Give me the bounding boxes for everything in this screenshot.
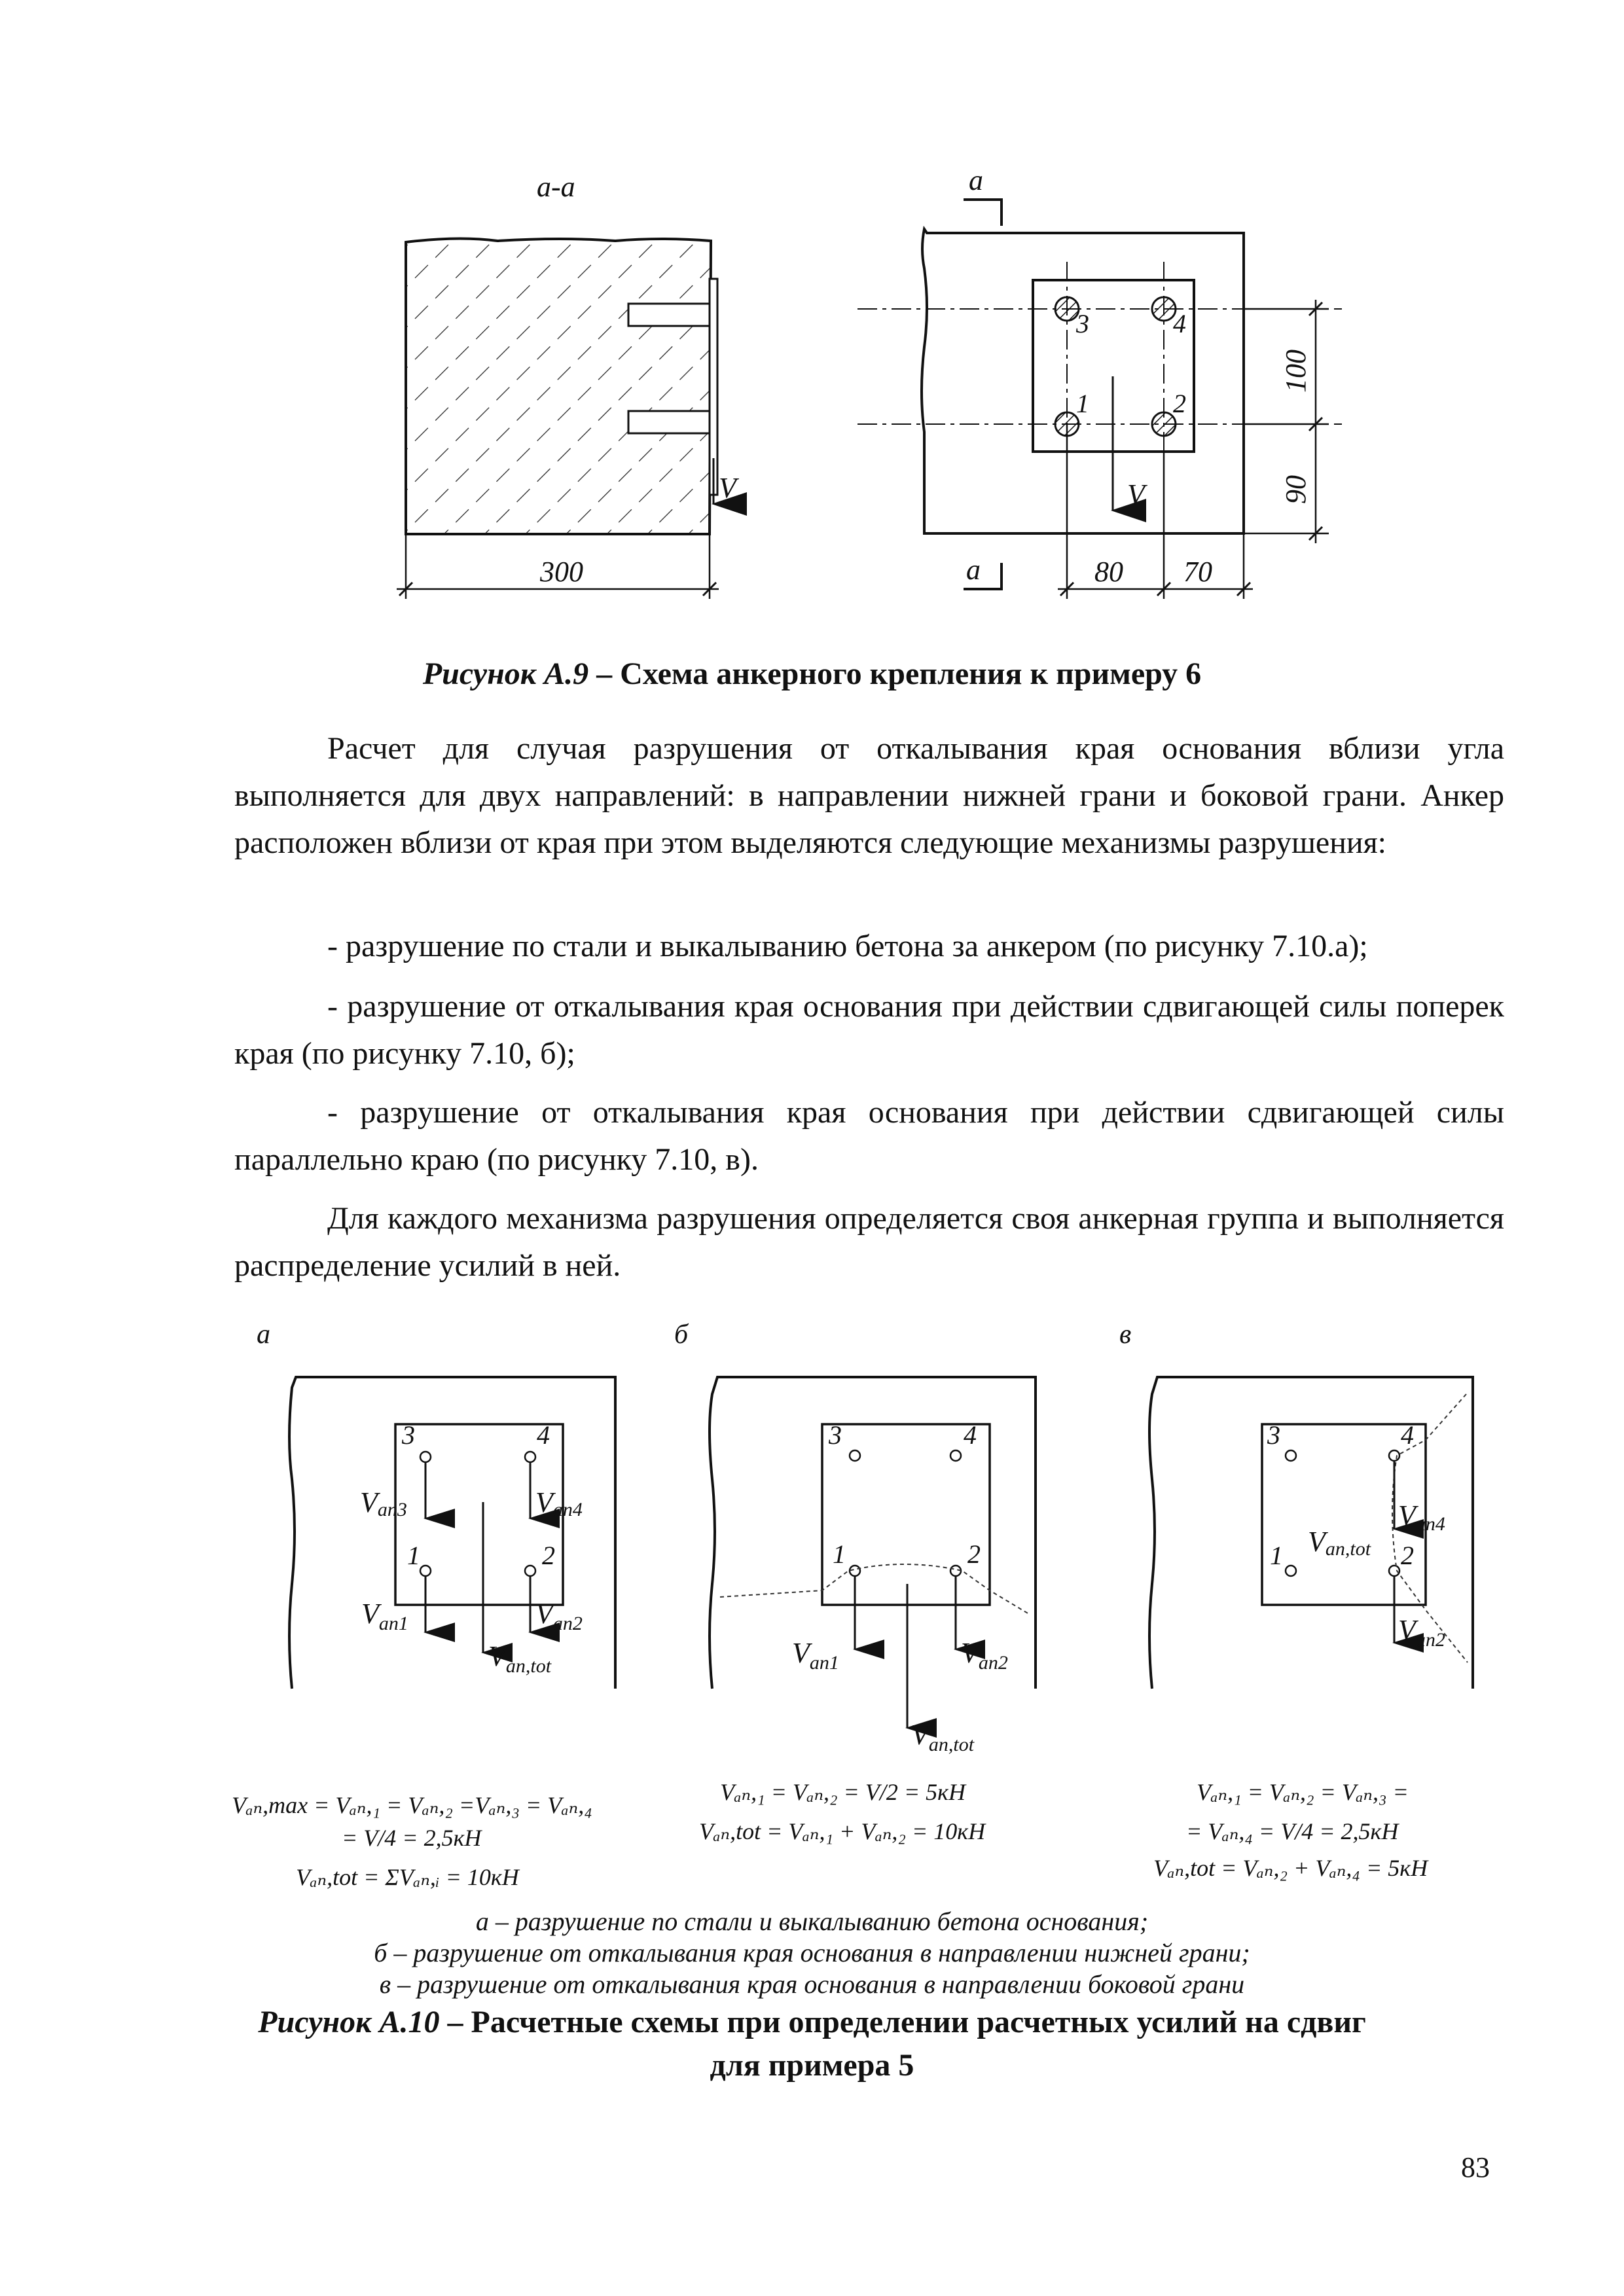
figure-a9-caption-number: Рисунок А.9	[422, 656, 589, 691]
panel-a-label-an4: Van4	[535, 1486, 583, 1520]
panel-v-num-2: 2	[1401, 1541, 1414, 1570]
panel-a-num-3: 3	[402, 1420, 415, 1450]
paragraph-5: Для каждого механизма разрушения определяется своя анкерная группа и выполняется распределение усилий в ней.	[234, 1201, 1504, 1283]
anchor-2	[1152, 412, 1176, 436]
anchor-number-1: 1	[1076, 389, 1089, 418]
panel-a-anchors	[420, 1452, 535, 1576]
section-concrete	[406, 238, 711, 534]
figure-a9-caption	[0, 656, 1624, 692]
panel-b-letter: б	[674, 1319, 689, 1350]
panel-b-num-1: 1	[833, 1539, 846, 1569]
panel-b-anchor-3	[850, 1450, 860, 1461]
paragraph-4: - разрушение от откалывания края основания при действии сдвигающей силы параллельно краю (по рисунку 7.10, в).	[234, 1095, 1504, 1177]
panel-b-label-tot: $V_{an,tot}$	[911, 1719, 975, 1755]
panel-v-formulas	[1153, 1779, 1429, 1881]
panel-v-anchor-2	[1389, 1566, 1399, 1576]
panel-b-num-4: 4	[964, 1420, 977, 1450]
panel-a-formula-3: Vₐₙ,tot = ΣVₐₙ,ᵢ = 10кН	[296, 1864, 519, 1890]
dimension-80-label: 80	[1094, 556, 1123, 588]
figure-a10-caption-line2: для примера 5	[710, 2048, 914, 2083]
plan-anchors	[1055, 297, 1176, 436]
plan-force-label: V	[1127, 478, 1145, 511]
dimension-70-label: 70	[1183, 556, 1212, 588]
panel-v-num-3: 3	[1267, 1420, 1280, 1450]
anchor-number-2: 2	[1173, 389, 1186, 418]
anchor-number-3: 3	[1076, 309, 1089, 338]
panel-b-formulas	[699, 1779, 986, 1844]
section-label: а-а	[537, 171, 575, 203]
figure-a10-caption	[0, 2004, 1624, 2040]
panel-v-anchor-4	[1389, 1450, 1399, 1461]
figure-a9-drawing	[0, 0, 1624, 628]
panel-b-anchors	[850, 1450, 961, 1576]
panel-a-num-2: 2	[542, 1541, 555, 1570]
paragraph-3: - разрушение от откалывания края основания при действии сдвигающей силы поперек края (по рисунку 7.10, б);	[234, 989, 1504, 1071]
section-force-label: V	[719, 472, 736, 504]
panel-b-formula-2: Vₐₙ,tot = Vₐₙ,₁ + Vₐₙ,₂ = 10кН	[699, 1818, 986, 1844]
panel-v-anchor-1	[1286, 1566, 1296, 1576]
legend-line-v: в – разрушение от откалывания края основания в направлении боковой грани	[379, 1969, 1245, 1999]
cut-mark-top	[964, 200, 1001, 226]
plan-concrete-outline	[922, 229, 1244, 533]
panel-a-num-4: 4	[537, 1420, 550, 1450]
panel-b-breakout-cone	[720, 1564, 1029, 1614]
legend-line-b: б – разрушение от откалывания края основания в направлении нижней грани;	[374, 1938, 1250, 1967]
paragraph-2: - разрушение по стали и выкалыванию бетона за анкером (по рисунку 7.10.а);	[327, 929, 1368, 963]
panel-v-anchor-3	[1286, 1450, 1296, 1461]
panel-b-label-an1: $V_{an1}$	[792, 1637, 839, 1674]
panel-b-formula-1: Vₐₙ,₁ = Vₐₙ,₂ = V/2 = 5кН	[720, 1779, 965, 1805]
panel-a-num-1: 1	[407, 1541, 420, 1570]
panel-v-letter: в	[1119, 1319, 1132, 1350]
panel-a-anchor-2	[525, 1566, 535, 1576]
panel-b-plate	[822, 1424, 990, 1605]
panel-a-label-tot: $V_{an,tot}$	[488, 1640, 552, 1677]
figure-a9-caption-text: – Схема анкерного крепления к примеру 6	[588, 656, 1202, 691]
dimension-100-label: 100	[1280, 350, 1312, 393]
panel-a-formulas	[232, 1792, 592, 1890]
cut-label-top: а	[969, 164, 983, 196]
legend-line-a: а – разрушение по стали и выкалыванию бетона основания;	[475, 1907, 1149, 1936]
anchor-4	[1152, 297, 1176, 321]
anchor-number-4: 4	[1173, 309, 1186, 338]
panel-a-label-an1: $V_{an1}$	[361, 1598, 408, 1634]
cut-label-bottom: а	[966, 554, 981, 586]
figure-a10-drawing	[0, 1309, 1624, 1898]
panel-a-label-an2: $V_{an2}$	[535, 1598, 583, 1634]
plan-centerlines	[857, 262, 1342, 589]
panel-v-formula-1: Vₐₙ,₁ = Vₐₙ,₂ = Vₐₙ,₃ =	[1197, 1779, 1409, 1805]
panel-v-formula-2: = Vₐₙ,₄ = V/4 = 2,5кН	[1186, 1818, 1399, 1844]
panel-v-num-1: 1	[1270, 1541, 1283, 1570]
panel-v-num-4: 4	[1401, 1420, 1414, 1450]
panel-b-label-an2: $V_{an2}$	[961, 1637, 1008, 1674]
panel-v-label-tot: Van,tot	[1308, 1526, 1371, 1560]
dimension-300-label: 300	[540, 556, 583, 588]
panel-a-formula-1: Vₐₙ,max = Vₐₙ,₁ = Vₐₙ,₂ =Vₐₙ,₃ = Vₐₙ,₄	[232, 1792, 592, 1818]
page-number: 83	[1461, 2151, 1490, 2183]
figure-a10-caption-line1: – Расчетные схемы при определении расчетных усилий на сдвиг	[439, 2005, 1366, 2039]
dimension-90-label: 90	[1280, 475, 1312, 504]
panel-v-formula-3: Vₐₙ,tot = Vₐₙ,₂ + Vₐₙ,₄ = 5кН	[1153, 1855, 1428, 1881]
panel-a-formula-2: = V/4 = 2,5кН	[342, 1825, 482, 1851]
panel-b-force-arrows	[855, 1576, 956, 1728]
panel-a-label-an3: Van3	[360, 1486, 407, 1520]
panel-a-letter: а	[257, 1319, 270, 1350]
panel-v-label-an2: $V_{an2}$	[1398, 1614, 1445, 1651]
paragraph-1: Расчет для случая разрушения от откалывания края основания вблизи угла выполняется для двух направлений: в направлении нижней грани и боковой грани. Анкер расположен вблизи от края при этом выделяются следующие механизмы разрушения:	[234, 731, 1504, 860]
figure-a10-caption-number: Рисунок А.10	[258, 2005, 440, 2039]
panel-b-num-3: 3	[829, 1420, 842, 1450]
panel-a-force-arrows	[425, 1462, 530, 1653]
panel-a-anchor-4	[525, 1452, 535, 1462]
anchor-3	[1055, 297, 1079, 321]
panel-b-num-2: 2	[967, 1539, 981, 1569]
panel-a-anchor-3	[420, 1452, 431, 1462]
panel-b-anchor-4	[950, 1450, 961, 1461]
panel-v-label-an4: Van4	[1398, 1499, 1445, 1535]
panel-a-anchor-1	[420, 1566, 431, 1576]
